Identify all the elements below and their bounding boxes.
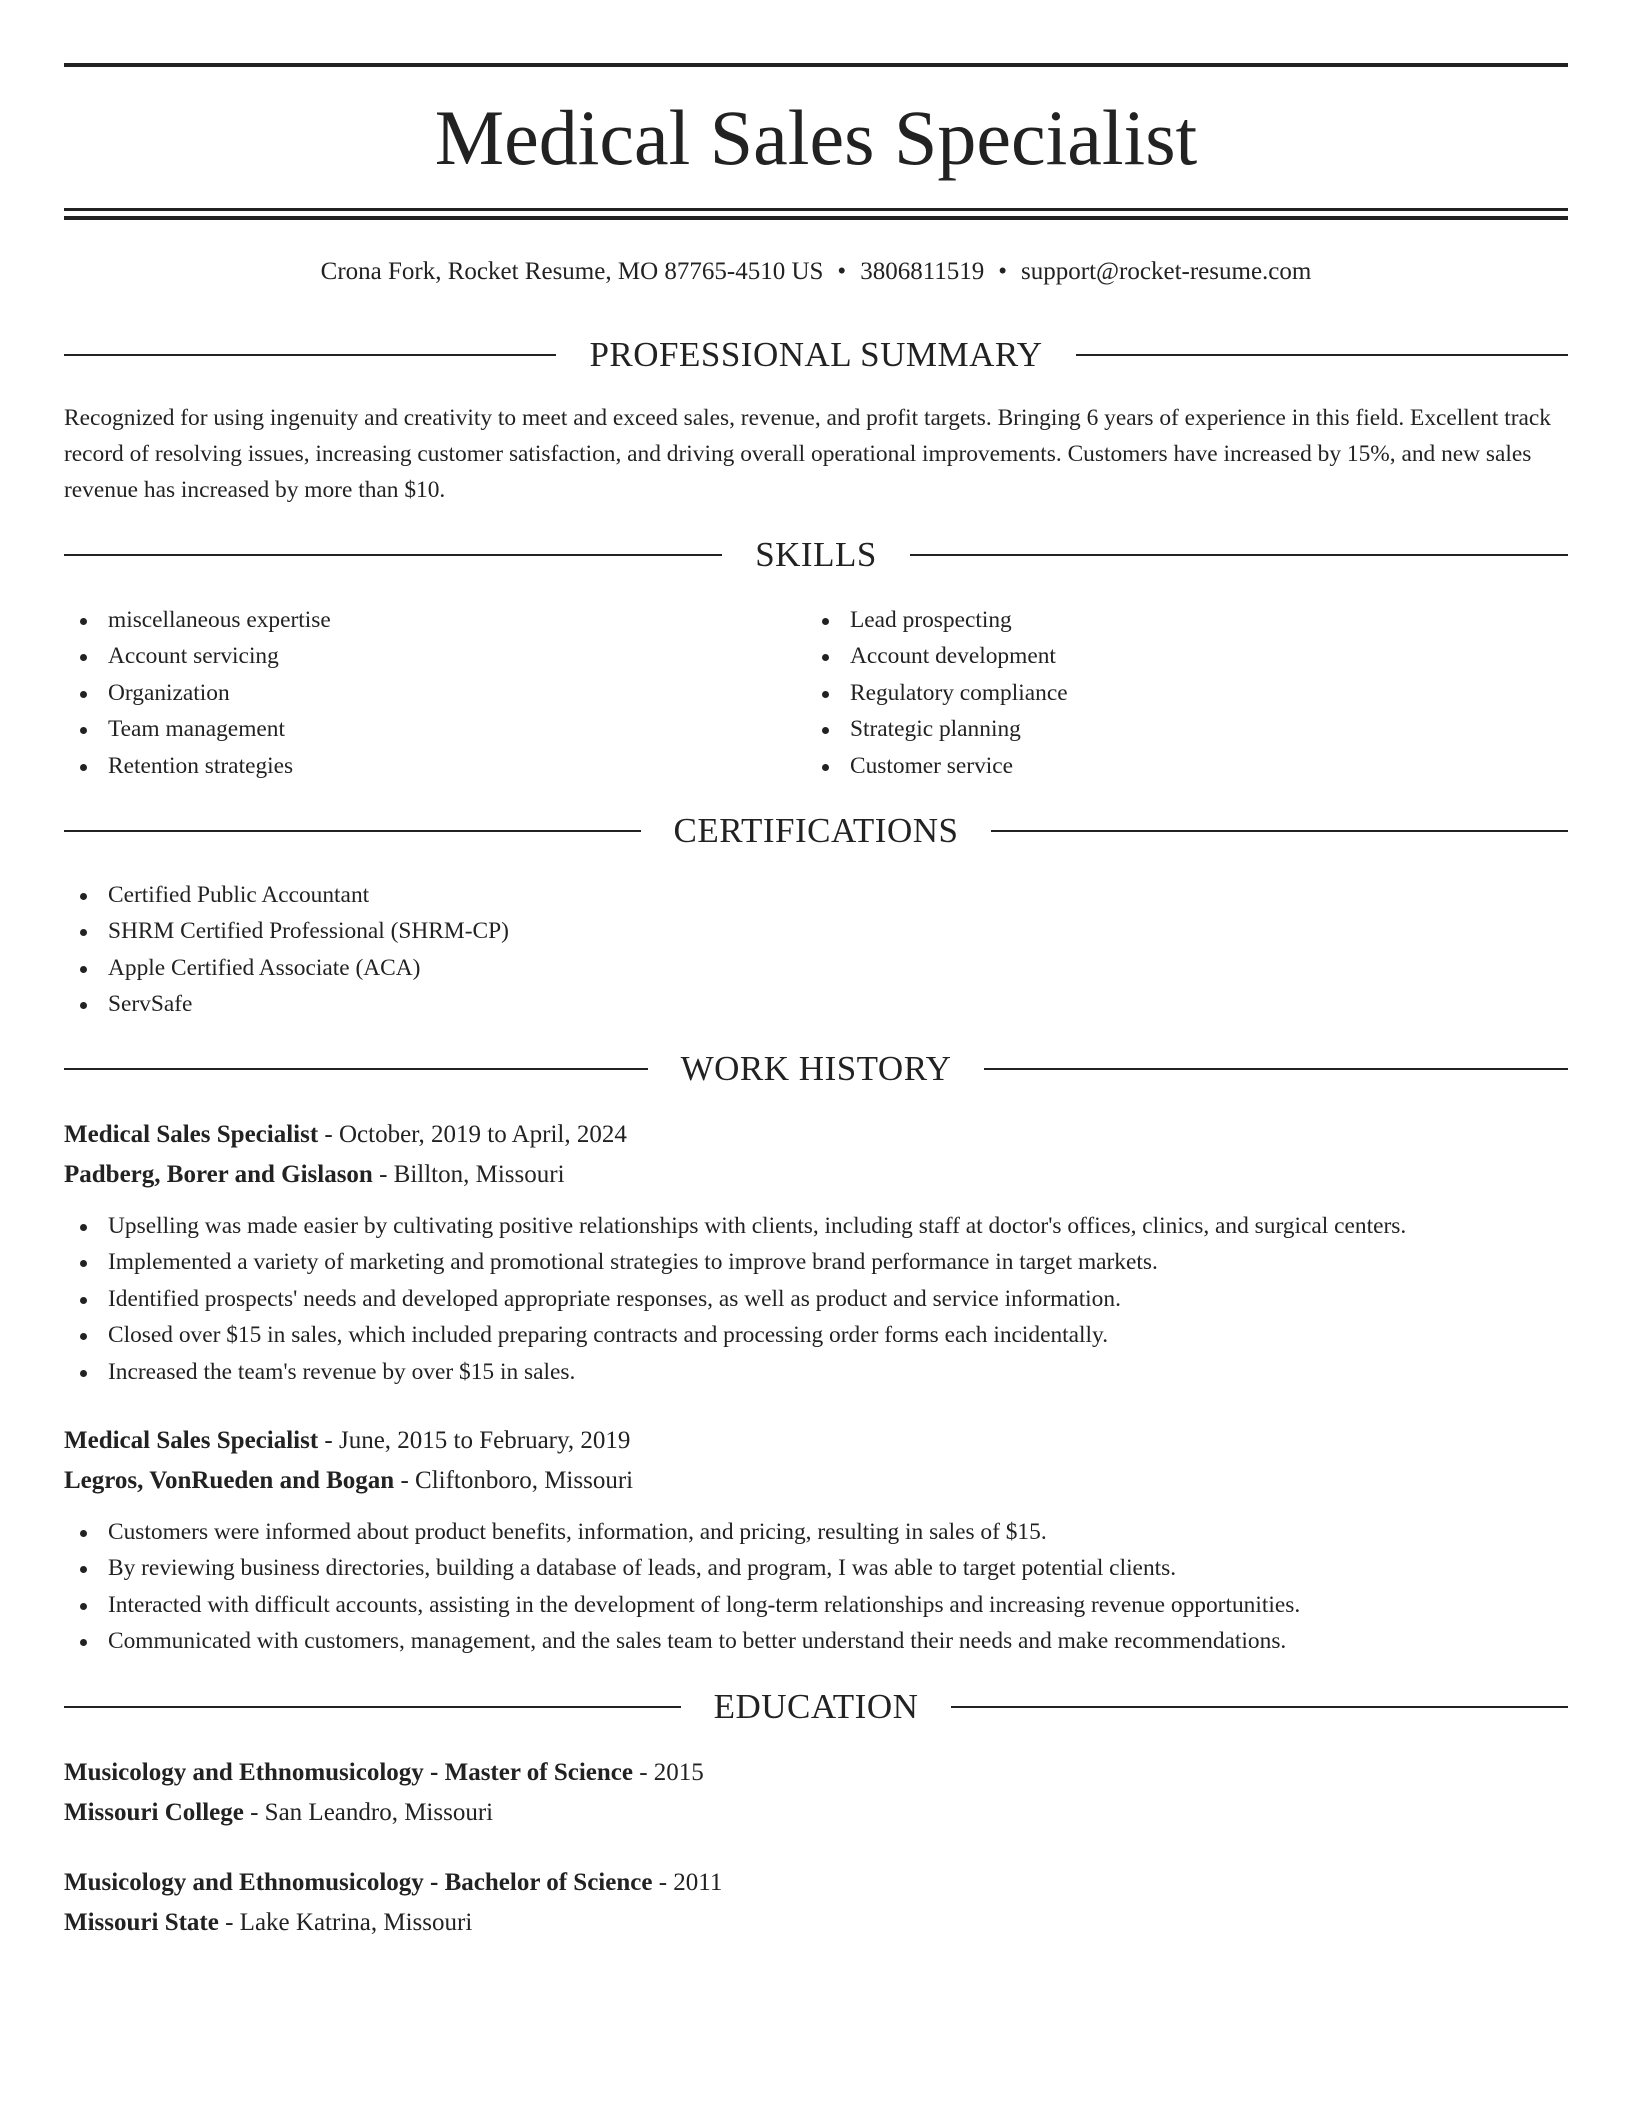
section-heading-summary (64, 332, 1568, 378)
certification-item: Certified Public Accountant (64, 877, 509, 913)
contact-phone: 3806811519 (860, 258, 985, 285)
certifications-list (64, 877, 509, 1023)
job-duty: Closed over $15 in sales, which included preparing contracts and processing order forms each incidentally. (64, 1317, 1406, 1353)
skill-item: Strategic planning (806, 711, 1068, 747)
education-school-line (64, 1793, 493, 1833)
heading-rule (64, 554, 722, 556)
skill-item: Organization (64, 675, 331, 711)
title-rule-upper (64, 208, 1568, 211)
job-company-line (64, 1155, 565, 1195)
education-location: - Lake Katrina, Missouri (218, 1909, 473, 1936)
job-location: - Billton, Missouri (372, 1161, 565, 1188)
job-location: - Cliftonboro, Missouri (394, 1467, 634, 1494)
heading-rule (64, 830, 641, 832)
section-heading-work-history (64, 1046, 1568, 1092)
contact-separator: • (998, 258, 1008, 285)
education-degree: Musicology and Ethnomusicology - Bachelor of Science (64, 1869, 653, 1896)
education-year: - 2015 (632, 1759, 704, 1786)
job-title: Medical Sales Specialist (64, 1427, 319, 1454)
job-duty: Implemented a variety of marketing and promotional strategies to improve brand performance in target markets. (64, 1244, 1406, 1280)
section-heading-certifications (64, 808, 1568, 854)
education-location: - San Leandro, Missouri (243, 1799, 494, 1826)
job-duty: Increased the team's revenue by over $15 in sales. (64, 1354, 1406, 1390)
job-title-line (64, 1115, 627, 1155)
heading-rule (1076, 354, 1568, 356)
heading-rule (64, 1068, 648, 1070)
contact-address: Crona Fork, Rocket Resume, MO 87765-4510 US (320, 258, 824, 285)
job-duty: Upselling was made easier by cultivating positive relationships with clients, including staff at doctor's offices, clinics, and surgical centers. (64, 1208, 1406, 1244)
education-school: Missouri College (64, 1799, 244, 1826)
section-title: PROFESSIONAL SUMMARY (589, 335, 1043, 374)
top-rule (64, 63, 1568, 67)
heading-rule (991, 830, 1568, 832)
section-heading-education (64, 1684, 1568, 1730)
skill-item: Customer service (806, 748, 1068, 784)
contact-email: support@rocket-resume.com (1021, 258, 1312, 285)
education-school: Missouri State (64, 1909, 219, 1936)
skills-list-right (806, 602, 1068, 784)
section-title: EDUCATION (713, 1687, 919, 1726)
job-duties-list (64, 1208, 1406, 1390)
job-duty: Communicated with customers, management, and the sales team to better understand their needs and make recommendations. (64, 1623, 1300, 1659)
resume-title: Medical Sales Specialist (434, 94, 1198, 181)
skills-list-left (64, 602, 331, 784)
education-year: - 2011 (652, 1869, 723, 1896)
skill-item: Lead prospecting (806, 602, 1068, 638)
job-duty: By reviewing business directories, building a database of leads, and program, I was able to target potential clients. (64, 1550, 1300, 1586)
contact-line (64, 254, 1568, 290)
education-school-line (64, 1903, 472, 1943)
skill-item: Team management (64, 711, 331, 747)
section-heading-skills (64, 532, 1568, 578)
job-duties-list (64, 1514, 1300, 1660)
certification-item: SHRM Certified Professional (SHRM-CP) (64, 913, 509, 949)
section-title: WORK HISTORY (680, 1049, 952, 1088)
education-degree-line (64, 1753, 704, 1793)
job-duty: Customers were informed about product benefits, information, and pricing, resulting in sales of $15. (64, 1514, 1300, 1550)
job-title-line (64, 1421, 630, 1461)
job-company: Padberg, Borer and Gislason (64, 1161, 373, 1188)
job-company: Legros, VonRueden and Bogan (64, 1467, 395, 1494)
certification-item: Apple Certified Associate (ACA) (64, 950, 509, 986)
section-title: SKILLS (755, 535, 877, 574)
section-title: CERTIFICATIONS (673, 811, 959, 850)
skill-item: Regulatory compliance (806, 675, 1068, 711)
job-company-line (64, 1461, 633, 1501)
title-rule-lower (64, 216, 1568, 220)
job-duty: Interacted with difficult accounts, assisting in the development of long-term relationships and increasing revenue opportunities. (64, 1587, 1300, 1623)
heading-rule (64, 1706, 681, 1708)
heading-rule (910, 554, 1568, 556)
education-degree: Musicology and Ethnomusicology - Master of Science (64, 1759, 633, 1786)
contact-separator: • (837, 258, 847, 285)
skill-item: Retention strategies (64, 748, 331, 784)
summary-text: Recognized for using ingenuity and creativity to meet and exceed sales, revenue, and profit targets. Bringing 6 years of experience in this field. Excellent track record of resolving issues, increasing customer satisfaction, and driving overall operational improvements. Customers have increased by 15%, and new sales revenue has increased by more than $10. (64, 405, 1551, 503)
education-degree-line (64, 1863, 722, 1903)
job-title: Medical Sales Specialist (64, 1121, 319, 1148)
skill-item: Account development (806, 638, 1068, 674)
skill-item: miscellaneous expertise (64, 602, 331, 638)
job-dates: - June, 2015 to February, 2019 (318, 1427, 631, 1454)
heading-rule (951, 1706, 1568, 1708)
certification-item: ServSafe (64, 986, 509, 1022)
heading-rule (984, 1068, 1568, 1070)
skill-item: Account servicing (64, 638, 331, 674)
heading-rule (64, 354, 556, 356)
job-duty: Identified prospects' needs and developed appropriate responses, as well as product and service information. (64, 1281, 1406, 1317)
job-dates: - October, 2019 to April, 2024 (318, 1121, 627, 1148)
